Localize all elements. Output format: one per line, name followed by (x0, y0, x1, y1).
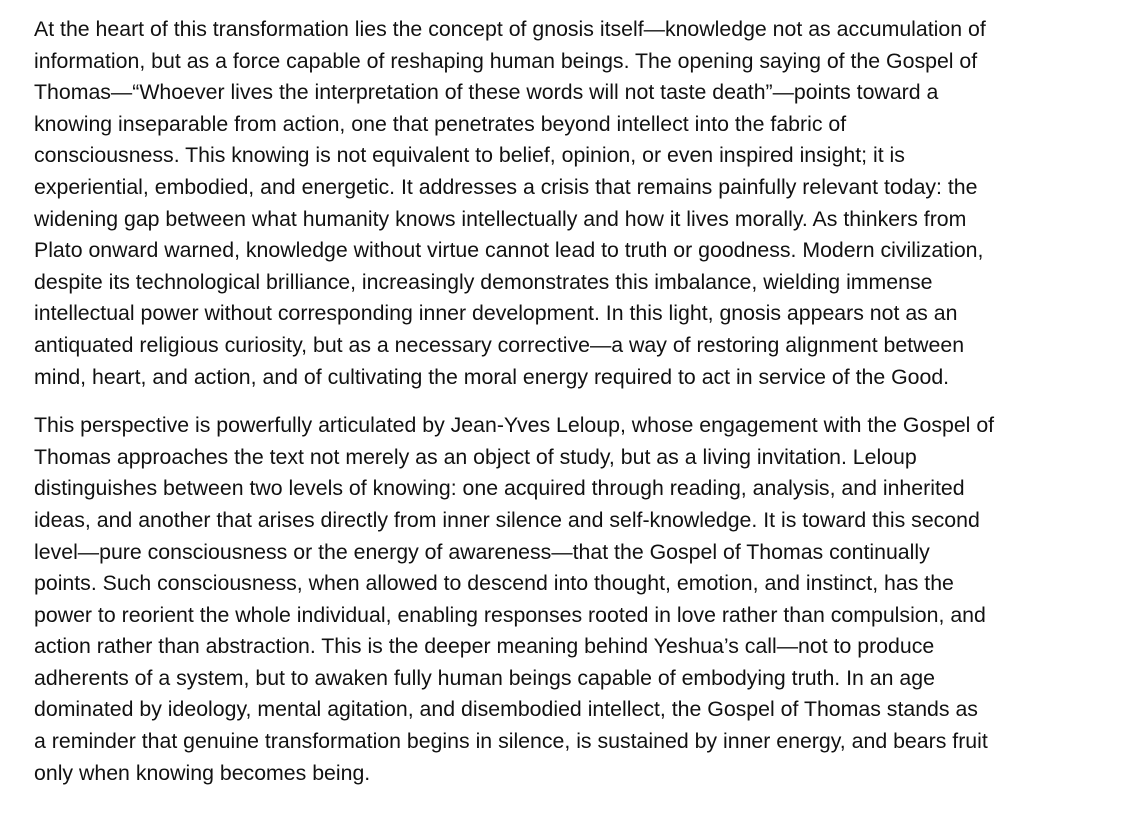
article-body (34, 14, 1124, 789)
paragraph-gnosis: At the heart of this transformation lies the concept of gnosis itself—knowledge not as accumulation of information, but as a force capable of reshaping human beings. The opening saying of the Gospel of Thomas—“Whoever lives the interpretation of these words will not taste death”—points toward a knowing inseparable from action, one that penetrates beyond intellect into the fabric of consciousness. This knowing is not equivalent to belief, opinion, or even inspired insight; it is experiential, embodied, and energetic. It addresses a crisis that remains painfully relevant today: the widening gap between what humanity knows intellectually and how it lives morally. As thinkers from Plato onward warned, knowledge without virtue cannot lead to truth or goodness. Modern civilization, despite its technological brilliance, increasingly demonstrates this imbalance, wielding immense intellectual power without corresponding inner development. In this light, gnosis appears not as an antiquated religious curiosity, but as a necessary corrective—a way of restoring alignment between mind, heart, and action, and of cultivating the moral energy required to act in service of the Good. (34, 17, 986, 389)
paragraph-leloup: This perspective is powerfully articulated by Jean-Yves Leloup, whose engagement with the Gospel of Thomas approaches the text not merely as an object of study, but as a living invitation. Leloup distinguishes between two levels of knowing: one acquired through reading, analysis, and inherited ideas, and another that arises directly from inner silence and self-knowledge. It is toward this second level—pure consciousness or the energy of awareness—that the Gospel of Thomas continually points. Such consciousness, when allowed to descend into thought, emotion, and instinct, has the power to reorient the whole individual, enabling responses rooted in love rather than compulsion, and action rather than abstraction. This is the deeper meaning behind Yeshua’s call—not to produce adherents of a system, but to awaken fully human beings capable of embodying truth. In an age dominated by ideology, mental agitation, and disembodied intellect, the Gospel of Thomas stands as a reminder that genuine transformation begins in silence, is sustained by inner energy, and bears fruit only when knowing becomes being. (34, 413, 995, 785)
